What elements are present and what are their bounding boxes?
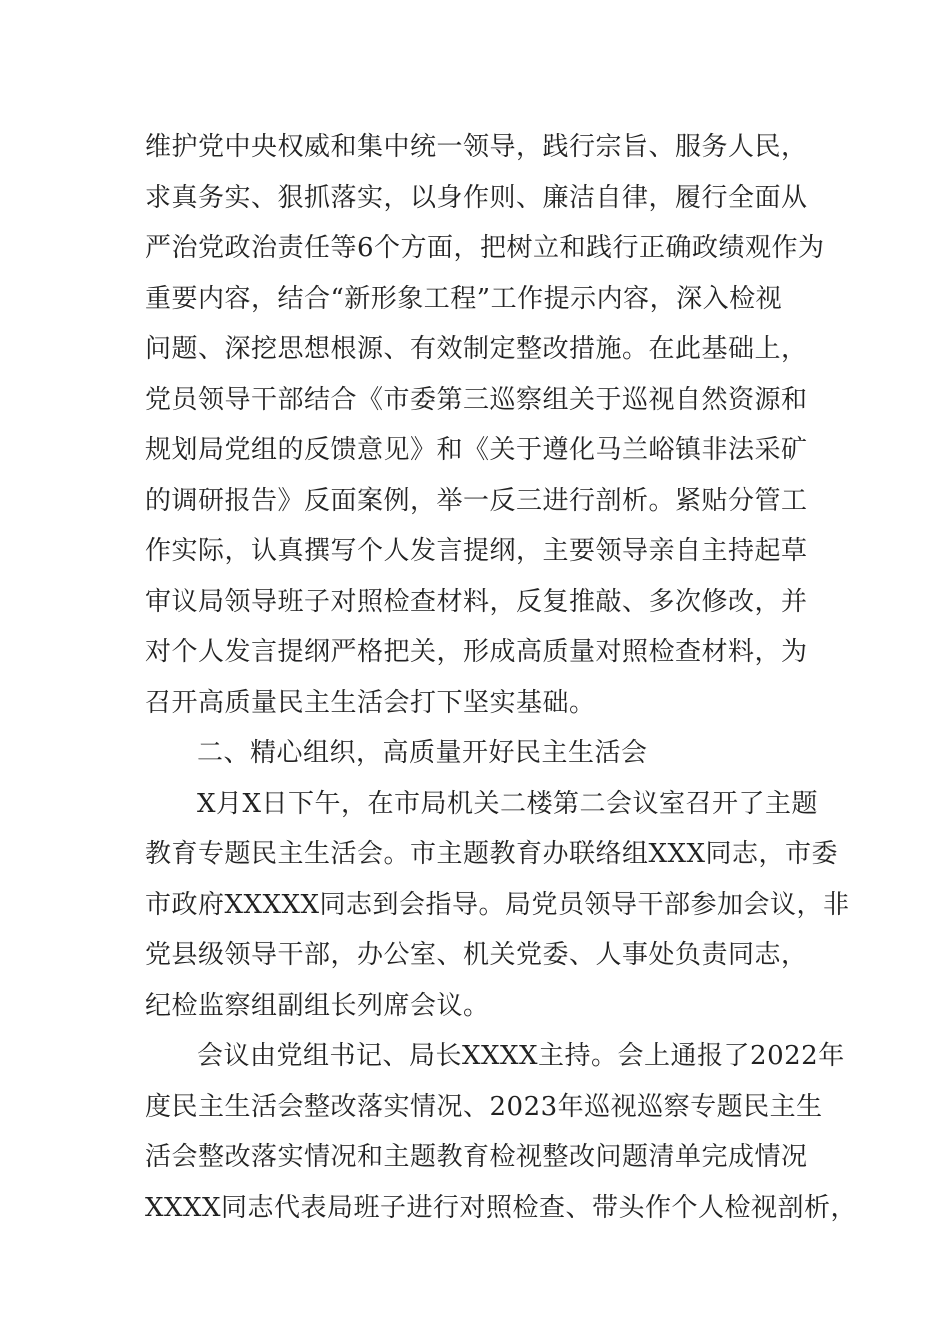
text-line: 重要内容，结合“新形象工程”工作提示内容，深入检视 [145, 283, 783, 314]
text-line: 会议由党组书记、局长XXXX主持。会上通报了2022年 [197, 1041, 845, 1071]
text-line: 教育专题民主生活会。市主题教育办联络组XXX同志，市委 [145, 839, 839, 869]
text-line: 审议局领导班子对照检查材料，反复推敲、多次修改，并 [145, 586, 808, 617]
text-line: 党县级领导干部，办公室、机关党委、人事处负责同志， [145, 940, 808, 970]
text-line: 作实际，认真撰写个人发言提纲，主要领导亲自主持起草 [145, 536, 808, 566]
text-line: 的调研报告》反面案例，举一反三进行剖析。紧贴分管工 [145, 485, 808, 516]
paragraph-continued [145, 122, 858, 1233]
text-line: XXXX同志代表局班子进行对照检查、带头作个人检视剖析， [145, 1192, 858, 1223]
text-line: 市政府XXXXX同志到会指导。局党员领导干部参加会议，非 [145, 889, 850, 920]
text-line: 维护党中央权威和集中统一领导，践行宗旨、服务人民， [145, 132, 808, 162]
text-line: X月X日下午，在市局机关二楼第二会议室召开了主题 [197, 788, 819, 819]
text-line: 召开高质量民主生活会打下坚实基础。 [145, 687, 596, 718]
text-line: 对个人发言提纲严格把关，形成高质量对照检查材料，为 [145, 637, 808, 667]
text-line: 问题、深挖思想根源、有效制定整改措施。在此基础上， [145, 334, 808, 364]
section-heading: 二、精心组织，高质量开好民主生活会 [197, 738, 648, 768]
text-line: 严治党政治责任等6个方面，把树立和践行正确政绩观作为 [145, 233, 825, 263]
text-line: 度民主生活会整改落实情况、2023年巡视巡察专题民主生 [145, 1091, 823, 1122]
text-line: 规划局党组的反馈意见》和《关于遵化马兰峪镇非法采矿 [145, 435, 808, 465]
text-line: 求真务实、狠抓落实，以身作则、廉洁自律，履行全面从 [145, 182, 808, 213]
text-line: 纪检监察组副组长列席会议。 [145, 990, 490, 1021]
text-line: 党员领导干部结合《市委第三巡察组关于巡视自然资源和 [145, 384, 808, 415]
text-line: 活会整改落实情况和主题教育检视整改问题清单完成情况 [145, 1142, 808, 1172]
